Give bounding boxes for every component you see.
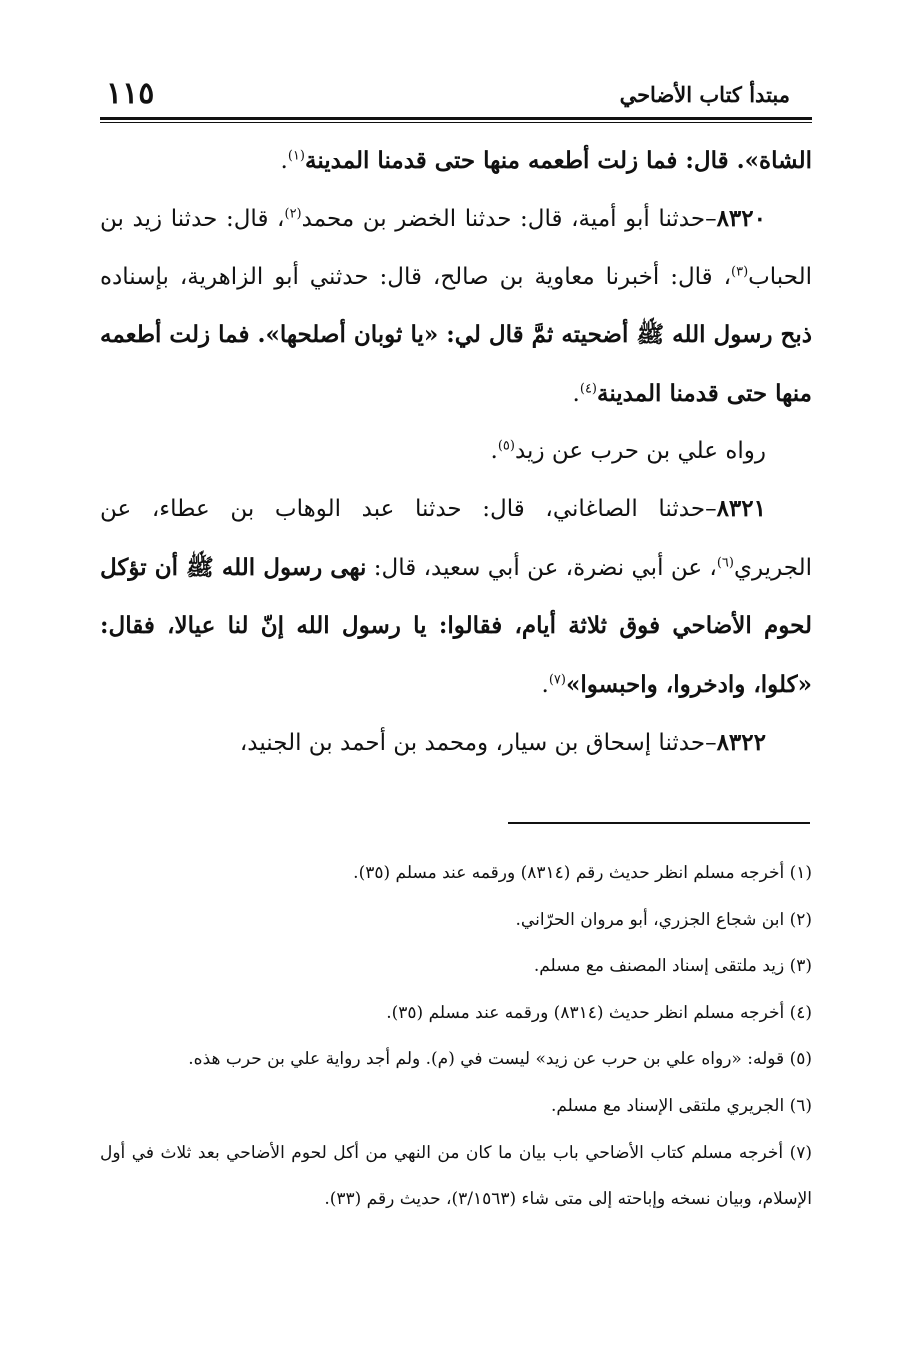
hadith-8320: ٨٣٢٠–حدثنا أبو أمية، قال: حدثنا الخضر بن محمد$^{(٢)}$، قال: حدثنا زيد بن الحباب$^{(٣)}$، قال: أخبرنا معاوية بن صالح، قال: حدثني أبو الزاهرية، بإسناده ذبح رسول الله ﷺ أضحيته ثمَّ قال لي: «يا ثوبان أصلحها». فما زلت أطعمه منها حتى قدمنا المدينة$^{(٤)}$. — [100, 205, 812, 407]
hadith-number: ٨٣٢٢ — [716, 729, 766, 757]
main-text — [100, 132, 812, 772]
footnote-1: (١) أخرجه مسلم انظر حديث رقم (٨٣١٤) ورقمه عند مسلم (٣٥). — [353, 863, 812, 883]
footnote-3: (٣) زيد ملتقى إسناد المصنف مع مسلم. — [533, 956, 812, 977]
hadith-text: نهى رسول الله ﷺ أن تؤكل لحوم الأضاحي فوق ثلاثة أيام، فقالوا: يا رسول الله إنّ لنا عيالا، فقال: «كلوا، وادخروا، واحبسوا» — [100, 553, 812, 698]
footnote-ref: (٣) — [731, 264, 749, 280]
running-title: مبتدأ كتاب الأضاحي — [619, 82, 790, 107]
paragraph-continuation: الشاة». قال: فما زلت أطعمه منها حتى قدمنا المدينة$^{(١)}$. — [280, 147, 812, 174]
footnote-ref: (٤) — [579, 380, 597, 396]
hadith-text: ذبح رسول الله ﷺ أضحيته ثمَّ قال لي: «يا ثوبان أصلحها». فما زلت أطعمه منها حتى قدمنا المدينة — [100, 321, 812, 407]
hadith-number: ٨٣٢١ — [716, 495, 766, 523]
footnote-6: (٦) الجريري ملتقى الإسناد مع مسلم. — [550, 1095, 812, 1116]
footnote-7: (٧) أخرجه مسلم كتاب الأضاحي باب بيان ما كان من النهي من أكل لحوم الأضاحي بعد ثلاث في أول الإسلام، وبيان نسخه وإباحته إلى متى شاء (٣/١٥٦٣)، حديث رقم (٣٣). — [100, 1142, 812, 1210]
footnote-2: (٢) ابن شجاع الجزري، أبو مروان الحرّاني. — [515, 909, 812, 930]
header-rule — [100, 117, 812, 123]
narration-note: رواه علي بن حرب عن زيد$^{(٥)}$. — [490, 438, 766, 465]
footnote-ref: (٢) — [284, 206, 302, 222]
hadith-number: ٨٣٢٠ — [716, 205, 766, 233]
footnote-ref: (٥) — [497, 438, 515, 454]
page-header — [100, 70, 810, 116]
footnote-ref: (٧) — [548, 672, 566, 687]
footnote-ref: (٦) — [716, 555, 734, 571]
hadith-8321: ٨٣٢١–حدثنا الصاغاني، قال: حدثنا عبد الوهاب بن عطاء، عن الجريري$^{(٦)}$، عن أبي نضرة، عن أبي سعيد، قال: نهى رسول الله ﷺ أن تؤكل لحوم الأضاحي فوق ثلاثة أيام، فقالوا: يا رسول الله إنّ لنا عيالا، فقال: «كلوا، وادخروا، واحبسوا»$^{(٧)}$. — [100, 495, 813, 698]
footnotes — [100, 850, 812, 1223]
footnote-ref: (١) — [287, 148, 305, 164]
hadith-8322: ٨٣٢٢–حدثنا إسحاق بن سيار، ومحمد بن أحمد بن الجنيد، — [239, 729, 766, 757]
footnote-4: (٤) أخرجه مسلم انظر حديث (٨٣١٤) ورقمه عند مسلم (٣٥). — [386, 1002, 812, 1023]
footnote-rule — [508, 822, 810, 824]
page-number: ١١٥ — [106, 76, 155, 111]
footnote-5: (٥) قوله: «رواه علي بن حرب عن زيد» ليست في (م). ولم أجد رواية علي بن حرب هذه. — [188, 1049, 812, 1070]
